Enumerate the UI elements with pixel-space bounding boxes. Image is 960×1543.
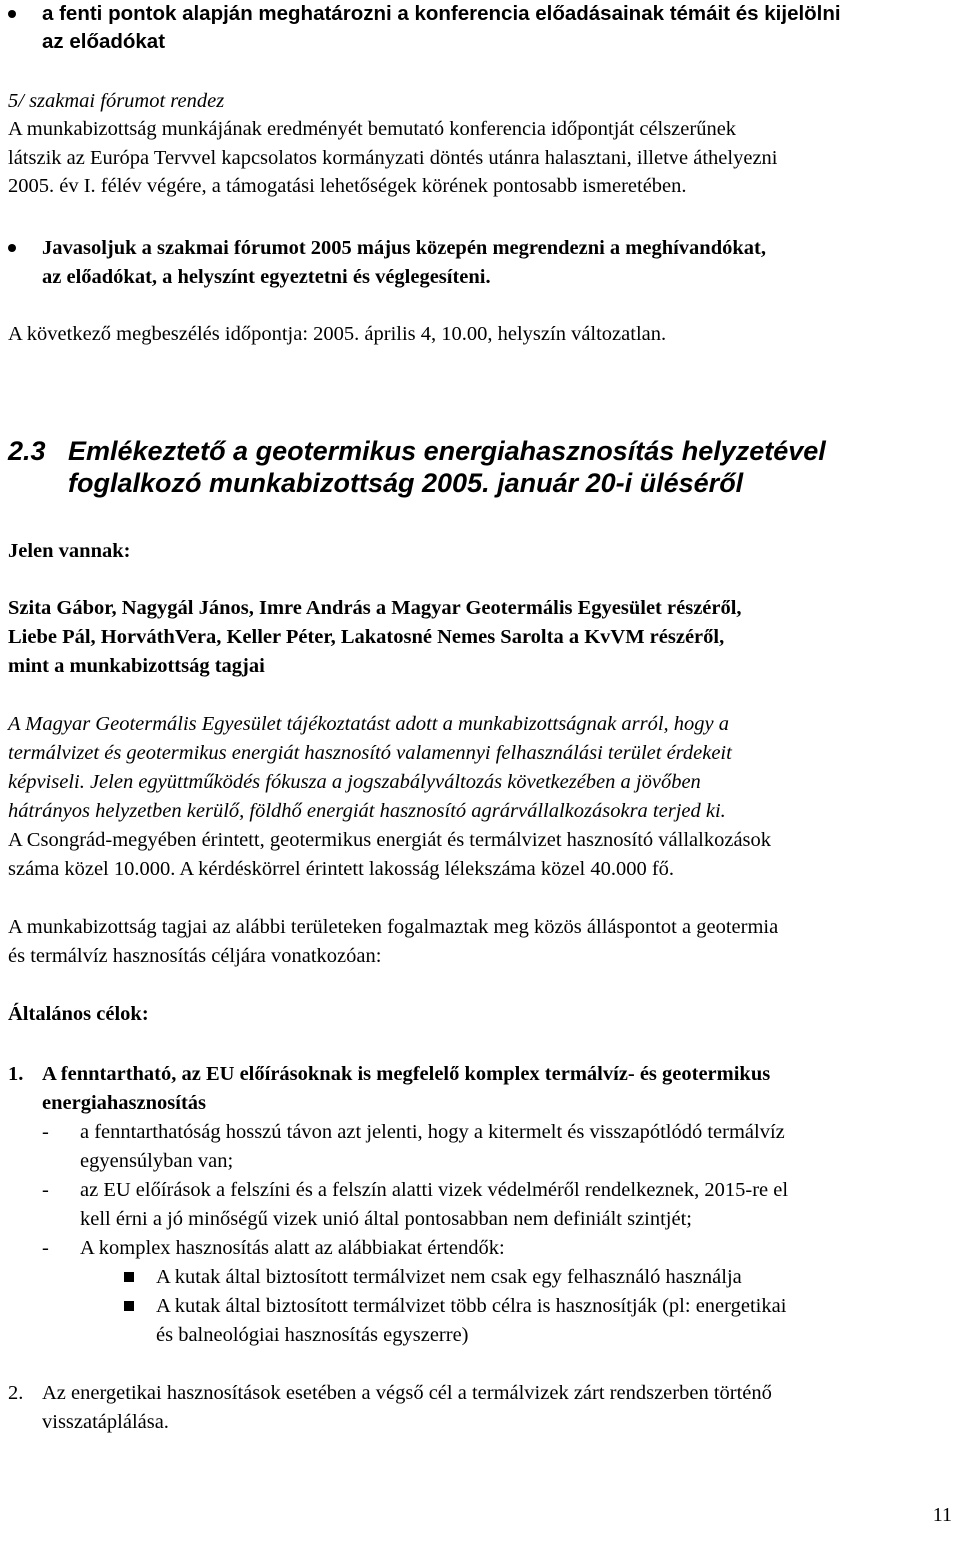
section-title: Emlékeztető a geotermikus energiahasznosítás helyzetével xyxy=(68,436,826,466)
dash-marker: - xyxy=(42,1179,49,1201)
bullet-text: Javasoljuk a szakmai fórumot 2005 május közepén megrendezni a meghívandókat, xyxy=(42,237,766,259)
association-text: képviseli. Jelen együttműködés fókusza a jogszabályváltozás következében a jövőben xyxy=(8,771,701,793)
forum-text: 2005. év I. félév végére, a támogatási lehetőségek körének pontosabb ismeretében. xyxy=(8,175,687,197)
goal-text: Az energetikai hasznosítások esetében a végső cél a termálvizek zárt rendszerben történő xyxy=(42,1382,772,1404)
goal-item-text: az EU előírások a felszíni és a felszín alatti vizek védelméről rendelkeznek, 2015-re el xyxy=(80,1179,789,1201)
goal-title: A fenntartható, az EU előírásoknak is megfelelő komplex termálvíz- és geotermikus xyxy=(42,1063,771,1085)
next-meeting-text: A következő megbeszélés időpontja: 2005. április 4, 10.00, helyszín változatlan. xyxy=(8,323,667,345)
bullet-dot xyxy=(8,244,16,252)
goal-subitem-text: és balneológiai hasznosítás egyszerre) xyxy=(156,1324,469,1346)
goal-text: visszatáplálása. xyxy=(42,1411,169,1433)
square-bullet xyxy=(124,1272,134,1282)
present-text: mint a munkabizottság tagjai xyxy=(8,655,265,677)
goal-item-text: egyensúlyban van; xyxy=(80,1150,234,1172)
members-text: és termálvíz hasznosítás céljára vonatkozóan: xyxy=(8,945,382,967)
csongrad-text: A Csongrád-megyében érintett, geotermikus energiát és termálvizet hasznosító vállalkozások xyxy=(8,829,772,851)
goal-item-text: a fenntarthatóság hosszú távon azt jelenti, hogy a kitermelt és visszapótlódó termálvíz xyxy=(80,1121,785,1143)
dash-marker: - xyxy=(42,1121,49,1143)
bullet-text: a fenti pontok alapján meghatározni a konferencia előadásainak témáit és kijelölni xyxy=(42,2,841,25)
goal-subitem-text: A kutak által biztosított termálvizet több célra is hasznosítják (pl: energetikai xyxy=(156,1295,787,1317)
square-bullet xyxy=(124,1301,134,1311)
goal-item-text: kell érni a jó minőségű vizek unió által pontosabban nem definiált szintjét; xyxy=(80,1208,692,1230)
section-number: 2.3 xyxy=(8,436,46,466)
csongrad-text: száma közel 10.000. A kérdéskörrel érintett lakosság lélekszáma közel 40.000 fő. xyxy=(8,858,675,880)
forum-title: 5/ szakmai fórumot rendez xyxy=(8,90,225,112)
goal-number: 2. xyxy=(8,1382,24,1404)
goal-subitem-text: A kutak által biztosított termálvizet nem csak egy felhasználó használja xyxy=(156,1266,742,1288)
association-text: A Magyar Geotermális Egyesület tájékoztatást adott a munkabizottságnak arról, hogy a xyxy=(8,713,730,735)
goal-item-text: A komplex hasznosítás alatt az alábbiakat értendők: xyxy=(80,1237,505,1259)
present-text: Szita Gábor, Nagygál János, Imre András a Magyar Geotermális Egyesület részéről, xyxy=(8,597,742,619)
present-text: Liebe Pál, HorváthVera, Keller Péter, Lakatosné Nemes Sarolta a KvVM részéről, xyxy=(8,626,725,648)
bullet-text: az előadókat, a helyszínt egyeztetni és véglegesíteni. xyxy=(42,266,491,288)
dash-marker: - xyxy=(42,1237,49,1259)
present-label: Jelen vannak: xyxy=(8,540,131,562)
page-number: 11 xyxy=(932,1504,952,1526)
general-goals-heading: Általános célok: xyxy=(8,1003,149,1025)
goal-number: 1. xyxy=(8,1063,24,1085)
association-text: termálvizet és geotermikus energiát hasznosító valamennyi felhasználási terület érdekeit xyxy=(8,742,732,764)
bullet-dot xyxy=(8,10,16,18)
members-text: A munkabizottság tagjai az alábbi területeken fogalmaztak meg közös álláspontot a geotermia xyxy=(8,916,779,938)
bullet-text: az előadókat xyxy=(42,30,166,53)
goal-title: energiahasznosítás xyxy=(42,1092,206,1114)
association-text: hátrányos helyzetben kerülő, földhő energiát hasznosító agrárvállalkozásokra terjed ki. xyxy=(8,800,726,822)
forum-text: A munkabizottság munkájának eredményét bemutató konferencia időpontját célszerűnek xyxy=(8,118,737,140)
forum-text: látszik az Európa Tervvel kapcsolatos kormányzati döntés utánra halasztani, illetve áthelyezni xyxy=(8,147,778,169)
section-title: foglalkozó munkabizottság 2005. január 20-i üléséről xyxy=(68,468,744,498)
